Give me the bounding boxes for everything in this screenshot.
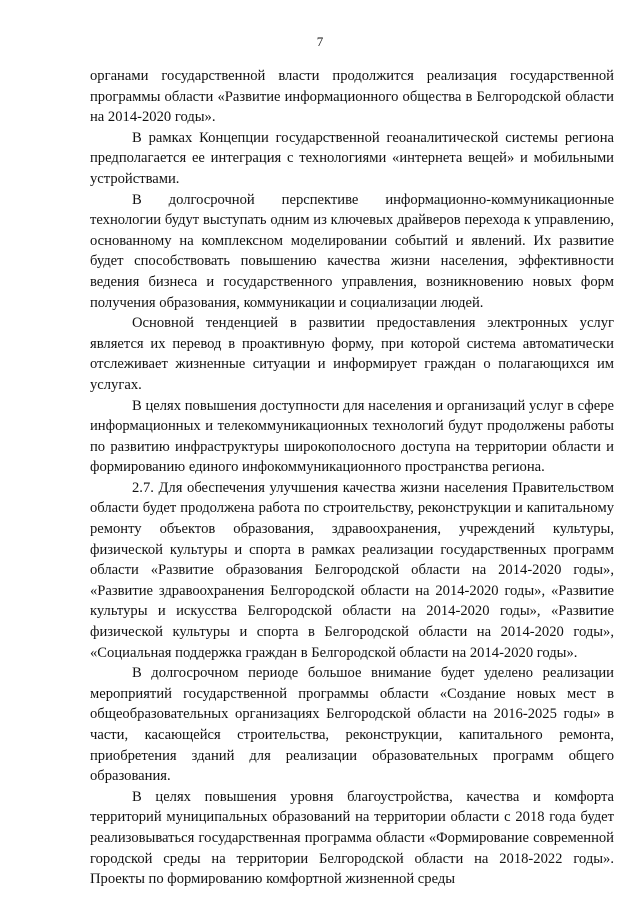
- paragraph-broadband-access: В целях повышения доступности для населения и организаций услуг в сфере информационных и телекоммуникационных технологий будут продолжены работы по развитию инфраструктуры широкополосного доступа на территории области и формированию единого инфокоммуникационного пространства региона.: [90, 397, 614, 476]
- paragraph-geoanalytic-system: В рамках Концепции государственной геоаналитической системы региона предполагается ее интеграция с технологиями «интернета вещей» и мобильными устройствами.: [90, 129, 614, 187]
- page-number: 7: [316, 34, 324, 49]
- document-body: [90, 66, 614, 890]
- paragraph-continuation: органами государственной власти продолжится реализация государственной программы области «Развитие информационного общества в Белгородской области на 2014-2020 годы».: [90, 68, 614, 126]
- paragraph-urban-environment: В целях повышения уровня благоустройства, качества и комфорта территорий муниципальных образований на территории области с 2018 года будет реализовываться государственная программа области «Формирование современной городской среды на территории Белгородской области на 2018-2022 годы». Проекты по формированию комфортной жизненной среды: [90, 788, 614, 888]
- paragraph-ict-perspective: В долгосрочной перспективе информационно-коммуникационные технологии будут выступать одним из ключевых драйверов перехода к управлению, основанному на комплексном моделировании событий и явлений. Их развитие будет способствовать повышению качества жизни населения, эффективности ведения бизнеса и государственного управления, возникновению новых форм получения образования, коммуникации и социализации людей.: [90, 191, 614, 311]
- paragraph-new-school-places: В долгосрочном периоде большое внимание будет уделено реализации мероприятий государственной программы области «Создание новых мест в общеобразовательных организациях Белгородской области на 2016-2025 годы» в части, касающейся строительства, реконструкции, капитального ремонта, приобретения зданий для реализации образовательных программ общего образования.: [90, 665, 614, 785]
- paragraph-section-2-7: 2.7. Для обеспечения улучшения качества жизни населения Правительством области будет продолжена работа по строительству, реконструкции и капитальному ремонту объектов образования, здравоохранения, учреждений культуры, физической культуры и спорта в рамках реализации государственных программ области «Развитие образования Белгородской области на 2014-2020 годы», «Развитие здравоохранения Белгородской области на 2014-2020 годы», «Развитие культуры и искусства Белгородской области на 2014-2020 годы», «Развитие физической культуры и спорта в Белгородской области на 2014-2020 годы», «Социальная поддержка граждан в Белгородской области на 2014-2020 годы».: [90, 479, 614, 661]
- paragraph-electronic-services: Основной тенденцией в развитии предоставления электронных услуг является их перевод в проактивную форму, при которой система автоматически отслеживает жизненные ситуации и информирует граждан о полагающихся им услугах.: [90, 315, 614, 393]
